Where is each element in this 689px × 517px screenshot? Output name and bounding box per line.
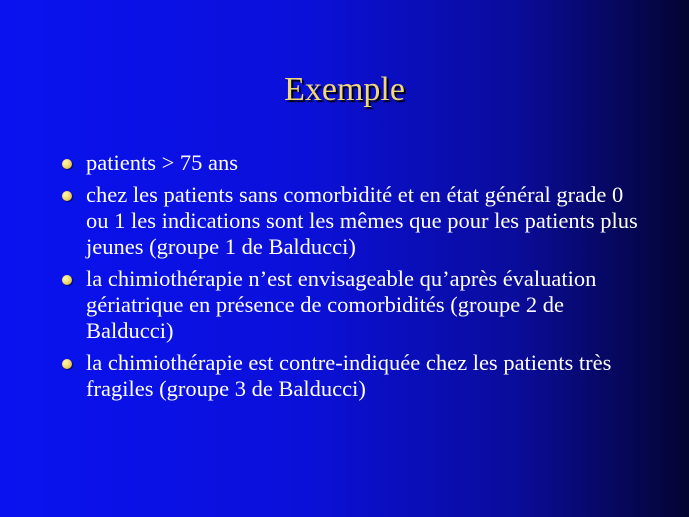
bullet-dot-icon bbox=[62, 359, 72, 369]
slide-title: Exemple bbox=[284, 71, 405, 108]
bullet-text: chez les patients sans comorbidité et en état général grade 0 ou 1 les indications sont les mêmes que pour les patients plus jeunes (groupe 1 de Balducci) bbox=[86, 182, 638, 259]
bullet-item bbox=[60, 150, 650, 176]
bullet-list bbox=[60, 150, 650, 408]
bullet-dot-icon bbox=[62, 191, 72, 201]
bullet-text: la chimiothérapie n’est envisageable qu’après évaluation gériatrique en présence de comorbidités (groupe 2 de Balducci) bbox=[86, 266, 597, 343]
bullet-item bbox=[60, 350, 650, 402]
bullet-item bbox=[60, 182, 650, 260]
bullet-text: la chimiothérapie est contre-indiquée chez les patients très fragiles (groupe 3 de Balducci) bbox=[86, 350, 612, 401]
bullet-dot-icon bbox=[62, 159, 72, 169]
bullet-item bbox=[60, 266, 650, 344]
bullet-text: patients > 75 ans bbox=[86, 150, 239, 175]
bullet-dot-icon bbox=[62, 275, 72, 285]
